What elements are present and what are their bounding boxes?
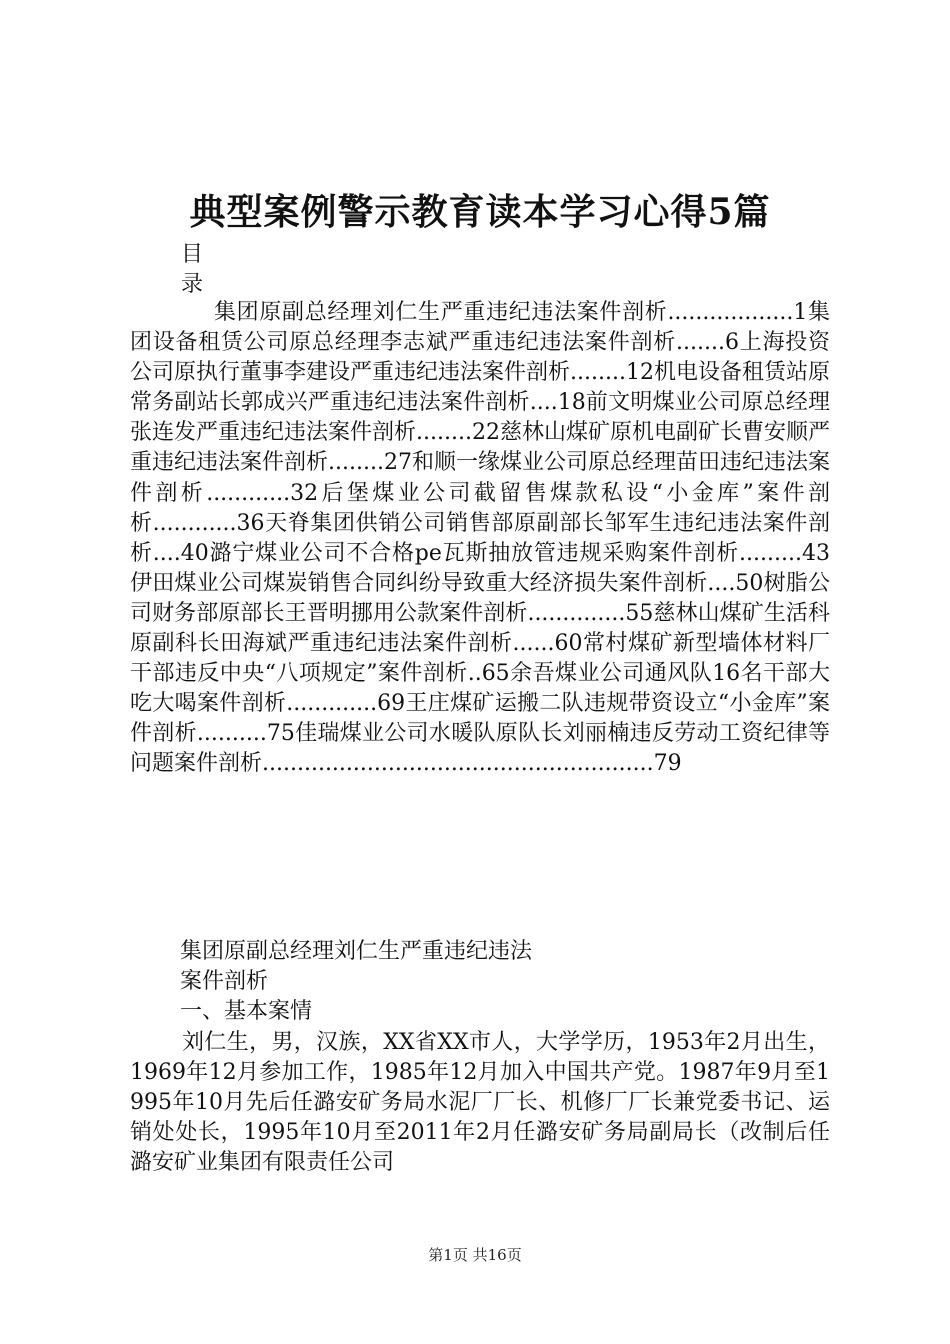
toc-heading-mu: 目 [181, 242, 204, 267]
toc-heading-lu: 录 [181, 272, 204, 297]
section-title-line-1: 集团原副总经理刘仁生严重违纪违法 [180, 939, 533, 964]
document-title: 典型案例警示教育读本学习心得5篇 [189, 191, 771, 233]
body-paragraph: 刘仁生，男，汉族，XX省XX市人，大学学历，1953年2月出生，1969年12月参加工作，1985年12月加入中国共产党。1987年9月至1995年10月先后任潞安矿务局水泥厂厂长、机修厂厂长兼党委书记、运销处处长，1995年10月至2011年2月任潞安矿务局副局长（改制后任潞安矿业集团有限责任公司 [130, 1029, 830, 1176]
section-title-line-2: 案件剖析 [180, 969, 269, 995]
subsection-title: 一、基本案情 [180, 999, 313, 1025]
page-footer: 第1页 共16页 [428, 1246, 522, 1264]
document-body [130, 937, 830, 1179]
table-of-contents: 集团原副总经理刘仁生严重违纪违法案件剖析..................1集团设备租赁公司原总经理李志斌严重违纪违法案件剖析.......6上海投资公司原执行董事李建设严重违纪违法案件剖析........12机电设备租赁站原常务副站长郭成兴严重违纪违法案件剖析....18前文明煤业公司原总经理张连发严重违纪违法案件剖析........22慈林山煤矿原机电副矿长曹安顺严重违纪违法案件剖析........27和顺一缘煤业公司原总经理苗田违纪违法案件剖析............32后堡煤业公司截留售煤款私设“小金库”案件剖析............36天脊集团供销公司销售部原副部长邹军生违纪违法案件剖析....40潞宁煤业公司不合格pe瓦斯抽放管违规采购案件剖析.........43伊田煤业公司煤炭销售合同纠纷导致重大经济损失案件剖析....50树脂公司财务部原部长王晋明挪用公款案件剖析..............55慈林山煤矿生活科原副科长田海斌严重违纪违法案件剖析......60常村煤矿新型墙体材料厂干部违反中央“八项规定”案件剖析..65余吾煤业公司通风队16名干部大吃大喝案件剖析.............69王庄煤矿运搬二队违规带资设立“小金库”案件剖析..........75佳瑞煤业公司水暖队原队长刘丽楠违反劳动工资纪律等问题案件剖析........................................................79 [130, 300, 830, 777]
